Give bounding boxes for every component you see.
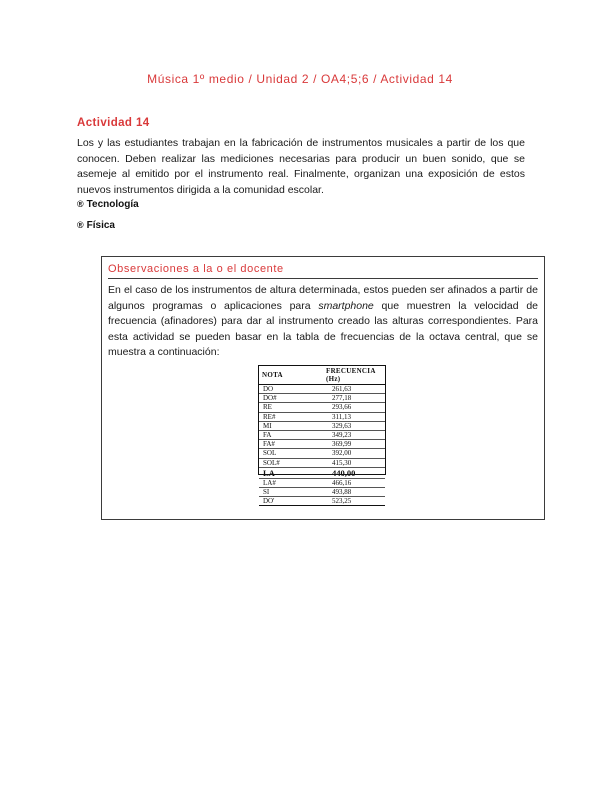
table-row — [259, 412, 385, 421]
note-cell: MI — [259, 421, 318, 430]
frequency-table-frame — [258, 365, 386, 506]
subject-tag-label: Física — [86, 220, 115, 231]
page-header-title: Música 1º medio / Unidad 2 / OA4;5;6 / Actividad 14 — [147, 72, 453, 86]
table-row — [259, 497, 385, 506]
frequency-cell: 523,25 — [318, 497, 385, 506]
observations-text-part: En el caso de los instrumentos de altura determinada, estos pueden ser afinados a partir de algunos programas o aplicaciones para — [108, 284, 538, 312]
frequency-cell: 392,00 — [318, 449, 385, 458]
table-row — [259, 449, 385, 458]
frequency-cell: 440,00 — [318, 467, 385, 478]
note-cell: RE# — [259, 412, 318, 421]
teacher-observations-title: Observaciones a la o el docente — [108, 263, 538, 279]
table-row — [259, 458, 385, 467]
registered-icon: ® — [77, 199, 84, 209]
activity-title: Actividad 14 — [77, 117, 150, 129]
registered-icon: ® — [77, 220, 84, 230]
frequency-cell: 369,99 — [318, 440, 385, 449]
note-cell: DO' — [259, 497, 318, 506]
subject-tag-physics — [77, 220, 115, 231]
column-header-frequency: FRECUENCIA (Hz) — [318, 366, 385, 385]
frequency-table-body — [259, 385, 385, 506]
note-cell: DO — [259, 385, 318, 394]
table-row — [259, 385, 385, 394]
frequency-cell: 466,16 — [318, 478, 385, 487]
frequency-cell: 329,63 — [318, 421, 385, 430]
column-header-note: NOTA — [259, 366, 318, 385]
note-cell: SOL — [259, 449, 318, 458]
observations-text-emphasis: smartphone — [318, 299, 374, 312]
note-cell: SI — [259, 487, 318, 496]
table-row — [259, 467, 385, 478]
frequency-cell: 493,88 — [318, 487, 385, 496]
note-cell: LA# — [259, 478, 318, 487]
frequency-cell: 349,23 — [318, 430, 385, 439]
observations-text-part: que muestren la velocidad de frecuencia (afinadores) para dar al instrumento creado las alturas correspondientes. Para esta actividad se pueden basar en la tabla de frecuencias de la octava central, que se muestra a continuación: — [108, 299, 538, 358]
subject-tag-technology — [77, 199, 139, 210]
frequency-cell: 261,63 — [318, 385, 385, 394]
frequency-table — [259, 366, 385, 506]
subject-tag-label: Tecnología — [86, 199, 139, 210]
note-cell: LA — [259, 467, 318, 478]
table-row — [259, 478, 385, 487]
note-cell: SOL# — [259, 458, 318, 467]
table-row — [259, 430, 385, 439]
note-cell: FA# — [259, 440, 318, 449]
table-header-row — [259, 366, 385, 385]
frequency-cell: 293,66 — [318, 403, 385, 412]
table-row — [259, 394, 385, 403]
teacher-observations-text — [108, 283, 538, 361]
table-row — [259, 421, 385, 430]
table-row — [259, 440, 385, 449]
note-cell: RE — [259, 403, 318, 412]
table-row — [259, 487, 385, 496]
note-cell: FA — [259, 430, 318, 439]
frequency-cell: 415,30 — [318, 458, 385, 467]
activity-description: Los y las estudiantes trabajan en la fabricación de instrumentos musicales a partir de los que conocen. Deben realizar las mediciones necesarias para producir un buen sonido, que se asemeje al emitido por el instrumento real. Finalmente, organizan una exposición de estos nuevos instrumentos dirigida a la comunidad escolar. — [77, 137, 525, 196]
frequency-cell: 311,13 — [318, 412, 385, 421]
frequency-cell: 277,18 — [318, 394, 385, 403]
note-cell: DO# — [259, 394, 318, 403]
table-row — [259, 403, 385, 412]
